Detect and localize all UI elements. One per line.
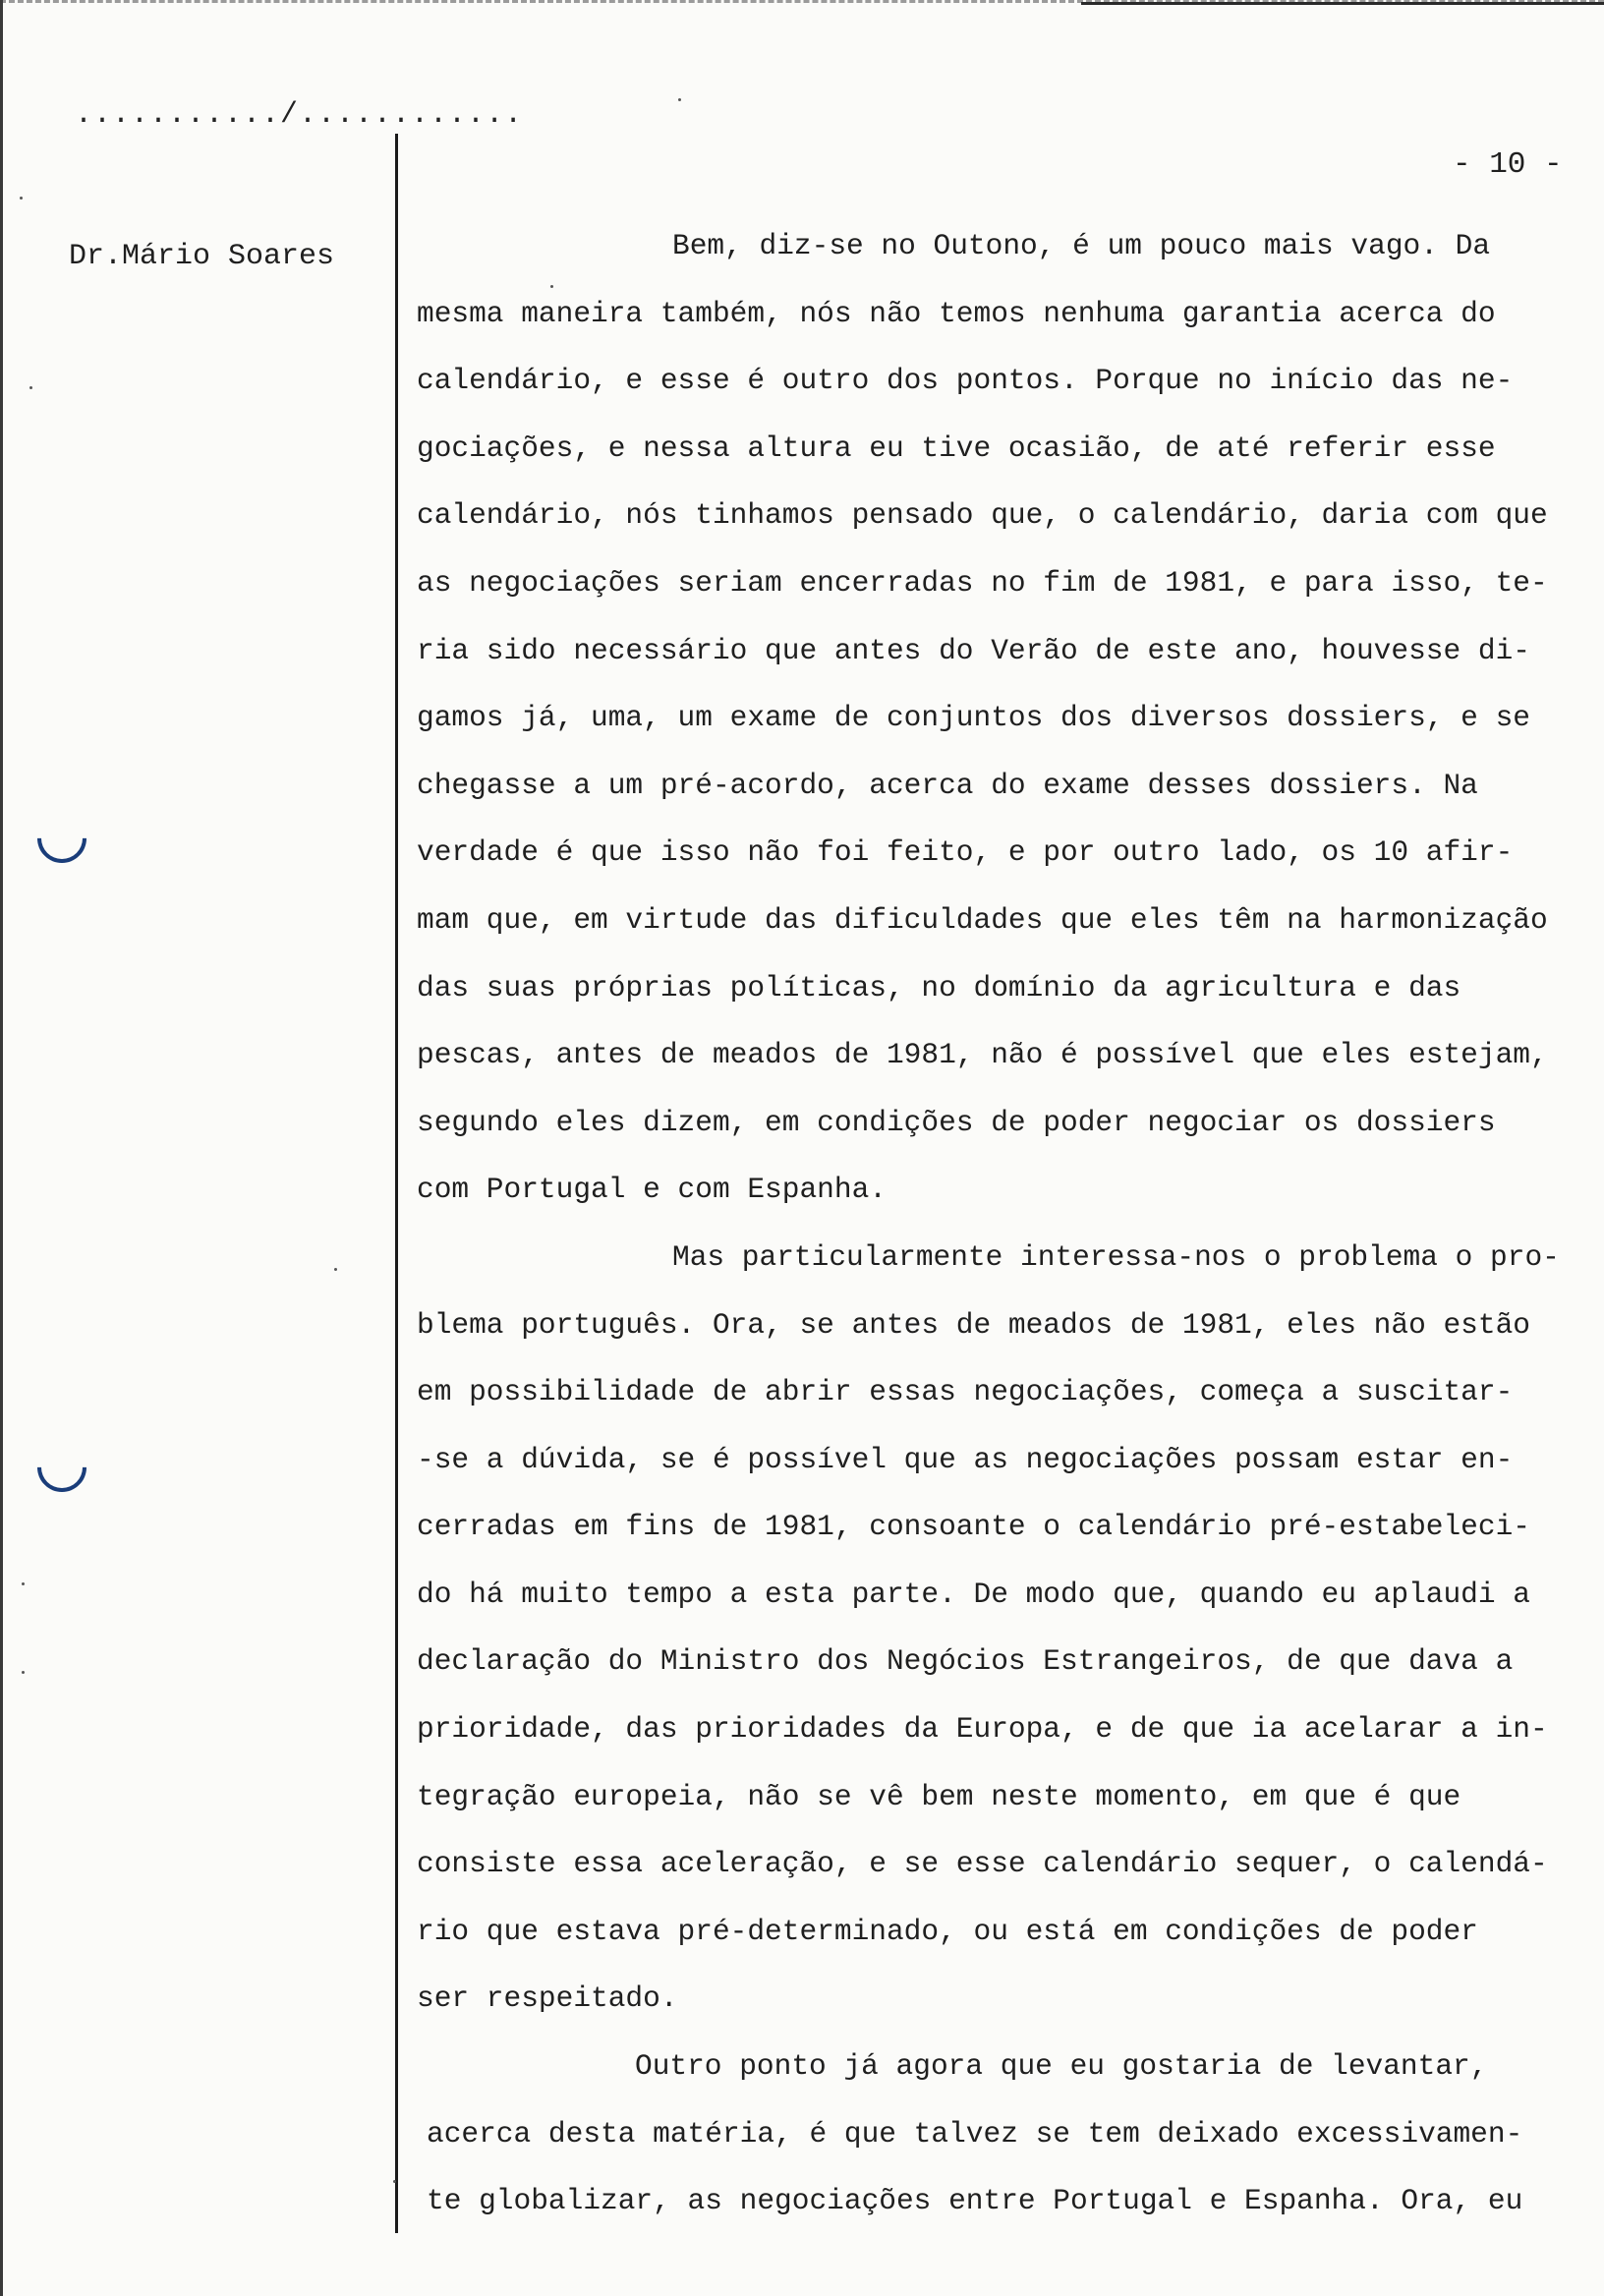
text-line: chegasse a um pré-acordo, acerca do exame desses dossiers. Na bbox=[417, 768, 1478, 802]
text-line: tegração europeia, não se vê bem neste momento, em que é que bbox=[417, 1779, 1461, 1813]
text-line: gamos já, uma, um exame de conjuntos dos diversos dossiers, e se bbox=[417, 701, 1530, 735]
text-line: ria sido necessário que antes do Verão de este ano, houvesse di- bbox=[417, 633, 1530, 667]
text-line: em possibilidade de abrir essas negociações, começa a suscitar- bbox=[417, 1375, 1514, 1409]
text-line: cerradas em fins de 1981, consoante o calendário pré-estabeleci- bbox=[417, 1510, 1530, 1544]
margin-rule bbox=[395, 134, 398, 2233]
speck bbox=[22, 1671, 25, 1674]
speck bbox=[393, 2180, 396, 2183]
top-edge-rule-solid bbox=[1081, 2, 1604, 5]
text-line: calendário, nós tinhamos pensado que, o calendário, daria com que bbox=[417, 498, 1548, 533]
speck bbox=[20, 197, 23, 200]
text-line: Outro ponto já agora que eu gostaria de levantar, bbox=[635, 2049, 1488, 2084]
text-line: mam que, em virtude das dificuldades que eles têm na harmonização bbox=[417, 902, 1548, 937]
text-line: consiste essa aceleração, e se esse calendário sequer, o calendá- bbox=[417, 1847, 1548, 1881]
speck bbox=[678, 98, 681, 101]
text-line: segundo eles dizem, em condições de poder negociar os dossiers bbox=[417, 1105, 1496, 1139]
punch-hole-mark bbox=[28, 804, 97, 874]
text-line: pescas, antes de meados de 1981, não é possível que eles estejam, bbox=[417, 1038, 1548, 1072]
text-line: prioridade, das prioridades da Europa, e de que ia acelarar a in- bbox=[417, 1712, 1548, 1747]
document-body bbox=[417, 212, 1592, 2235]
page-reference-marker: .........../............ bbox=[75, 98, 524, 132]
text-line: do há muito tempo a esta parte. De modo que, quando eu aplaudi a bbox=[417, 1577, 1530, 1611]
text-line: blema português. Ora, se antes de meados de 1981, eles não estão bbox=[417, 1307, 1530, 1342]
text-line: gociações, e nessa altura eu tive ocasião, de até referir esse bbox=[417, 430, 1496, 465]
text-line: das suas próprias políticas, no domínio da agricultura e das bbox=[417, 970, 1461, 1004]
left-page-edge bbox=[0, 0, 3, 2296]
text-line: acerca desta matéria, é que talvez se tem deixado excessivamen- bbox=[427, 2116, 1523, 2151]
speaker-name: Dr.Mário Soares bbox=[69, 240, 335, 273]
text-line: mesma maneira também, nós não temos nenhuma garantia acerca do bbox=[417, 296, 1496, 330]
speck bbox=[334, 1268, 337, 1271]
text-line: Mas particularmente interessa-nos o problema o pro- bbox=[672, 1239, 1560, 1274]
text-line: verdade é que isso não foi feito, e por outro lado, os 10 afir- bbox=[417, 835, 1514, 870]
speck bbox=[22, 1582, 25, 1585]
speck bbox=[29, 386, 32, 389]
punch-hole-mark bbox=[28, 1433, 97, 1503]
text-line: com Portugal e com Espanha. bbox=[417, 1173, 887, 1207]
text-line: -se a dúvida, se é possível que as negociações possam estar en- bbox=[417, 1442, 1514, 1476]
text-line: te globalizar, as negociações entre Portugal e Espanha. Ora, eu bbox=[427, 2184, 1523, 2218]
text-line: ser respeitado. bbox=[417, 1981, 678, 2016]
text-line: rio que estava pré-determinado, ou está em condições de poder bbox=[417, 1914, 1478, 1948]
text-line: calendário, e esse é outro dos pontos. Porque no início das ne- bbox=[417, 364, 1514, 398]
text-line: declaração do Ministro dos Negócios Estrangeiros, de que dava a bbox=[417, 1644, 1514, 1679]
text-line: as negociações seriam encerradas no fim de 1981, e para isso, te- bbox=[417, 565, 1548, 600]
page-number: - 10 - bbox=[1453, 147, 1563, 182]
text-line: Bem, diz-se no Outono, é um pouco mais vago. Da bbox=[672, 229, 1491, 262]
